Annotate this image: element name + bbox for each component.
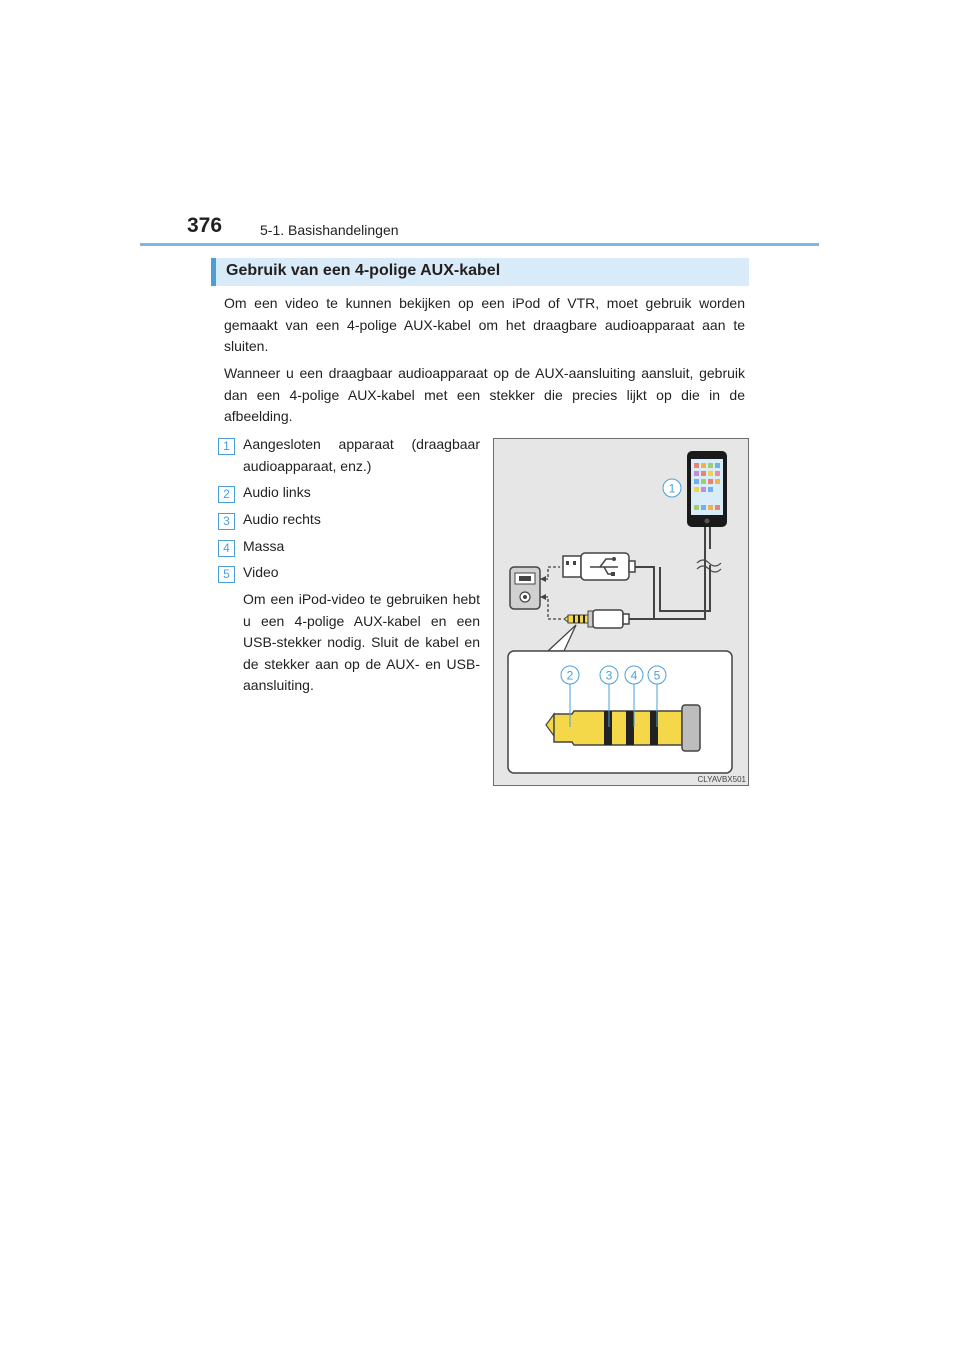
section-heading-bar <box>211 258 749 286</box>
aux-plug-small-icon <box>564 610 629 628</box>
callout-3 <box>600 666 618 684</box>
instruction-paragraph: Wanneer u een draagbaar audioapparaat op de AUX-aansluiting aansluit, gebruik dan een 4-polige AUX-kabel met een stekker die precies lijkt op die in de afbeelding. <box>224 365 745 424</box>
figure-code: CLYAVBX501 <box>697 775 746 784</box>
smartphone-icon <box>687 451 727 527</box>
header-rule <box>140 243 819 246</box>
item-number-3: 3 <box>218 513 235 530</box>
item-text-1: Aangesloten apparaat (draagbaar audioapparaat, enz.) <box>243 436 480 474</box>
page-number: 376 <box>187 214 223 237</box>
item-number-4: 4 <box>218 540 235 557</box>
item-text-3: Audio rechts <box>243 511 321 527</box>
svg-text:5: 5 <box>653 668 661 683</box>
connection-dashed-lines <box>540 567 562 619</box>
intro-paragraph: Om een video te kunnen bekijken op een iPod of VTR, moet gebruik worden gemaakt van een 4-polige AUX-kabel om het draagbare audioapparaat aan te sluiten. <box>224 295 745 354</box>
callout-1 <box>663 479 681 497</box>
callout-4 <box>625 666 643 684</box>
ipod-video-note: Om een iPod-video te gebruiken hebt u een 4-polige AUX-kabel en een USB-stekker nodig. Sluit de kabel en de stekker aan op de AUX- en USB-aansluiting. <box>243 591 480 693</box>
zoom-leader-line <box>548 625 576 651</box>
item-number-2: 2 <box>218 486 235 503</box>
svg-text:2: 2 <box>566 668 574 683</box>
item-text-5: Video <box>243 564 279 580</box>
aux-cable-figure <box>493 438 749 786</box>
item-text-4: Massa <box>243 538 285 554</box>
usb-aux-port-panel <box>510 567 540 609</box>
svg-text:4: 4 <box>630 668 638 683</box>
cable-lines <box>629 527 710 619</box>
item-number-1: 1 <box>218 438 235 455</box>
section-reference: 5-1. Basishandelingen <box>260 222 399 238</box>
callout-5 <box>648 666 666 684</box>
svg-text:3: 3 <box>605 668 613 683</box>
item-number-5: 5 <box>218 566 235 583</box>
item-text-2: Audio links <box>243 484 311 500</box>
aux-cable-illustration <box>494 439 750 787</box>
svg-text:1: 1 <box>668 481 676 496</box>
callout-2 <box>561 666 579 684</box>
usb-plug-icon <box>563 553 635 580</box>
section-heading: Gebruik van een 4-polige AUX-kabel <box>226 262 501 279</box>
